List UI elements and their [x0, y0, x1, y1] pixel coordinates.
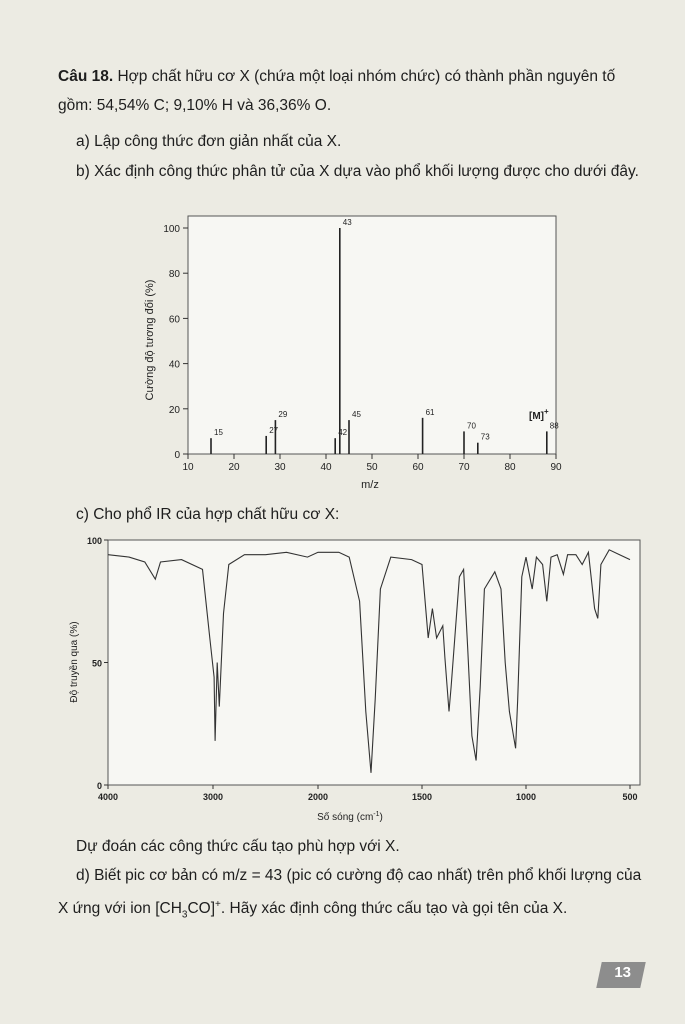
ir-x-axis-label: Số sóng $(cm^{-1})$: [317, 811, 383, 823]
part-d-text: d) Biết pic cơ bản có m/z = 43 (pic có cường độ cao nhất) trên phổ khối lượng của X ứng với ion $[CH_3CO]^+$. Hãy xác định công thức cấu tạo và gọi tên của X.: [58, 867, 642, 921]
ms-y-tick-label: 0: [174, 450, 180, 461]
ir-x-tick-label: 3000: [202, 792, 224, 802]
ir-spectrum-chart: [60, 532, 650, 827]
part-a-text: a) Lập công thức đơn giản nhất của X.: [76, 133, 342, 150]
ms-peak-label: 61: [425, 407, 435, 417]
ms-x-tick-label: 60: [412, 462, 424, 473]
ms-y-tick-label: 100: [163, 224, 180, 235]
ms-peak-label: 42: [338, 428, 348, 438]
ms-y-tick-label: 20: [168, 404, 180, 416]
ir-x-tick-label: 500: [622, 792, 638, 802]
ms-x-tick-label: 30: [274, 462, 286, 473]
ms-x-tick-label: 10: [182, 462, 194, 473]
ms-x-tick-label: 90: [550, 462, 562, 473]
page-number: 13: [614, 964, 631, 981]
ms-x-tick-label: 70: [458, 462, 470, 473]
ir-y-tick-label: 0: [96, 781, 102, 791]
question-intro: [58, 62, 643, 120]
ms-y-tick-label: 60: [168, 314, 180, 326]
ms-peak-label: 45: [352, 410, 361, 420]
question-number: Câu 18.: [58, 68, 114, 85]
ms-plot-area: [188, 216, 556, 454]
part-c-text: c) Cho phổ IR của hợp chất hữu cơ X:: [76, 506, 340, 523]
ms-y-tick-label: 80: [168, 269, 180, 281]
ir-y-tick-label: 100: [86, 536, 102, 546]
ms-peak-label: 15: [214, 428, 223, 438]
molecular-ion-label: [M]+: [529, 407, 549, 422]
ms-peak-label: 73: [480, 432, 490, 442]
ms-y-axis-label: Cường độ tương đối (%): [144, 279, 156, 401]
ms-peak-label: 29: [278, 410, 288, 420]
ir-y-axis-label: Độ truyền qua (%): [69, 621, 80, 703]
ms-peak-label: 88: [549, 421, 559, 431]
ir-x-tick-label: 1000: [515, 792, 537, 802]
ms-x-tick-label: 20: [228, 462, 240, 473]
ms-y-tick-label: 40: [168, 359, 180, 371]
ms-x-tick-label: 40: [320, 462, 332, 473]
ir-plot-area: [108, 540, 640, 785]
ms-x-axis-label: m/z: [361, 479, 379, 491]
ir-x-tick-label: 1500: [411, 792, 433, 802]
ms-x-tick-label: 80: [504, 462, 516, 473]
part-c-followup-text: Dự đoán các công thức cấu tạo phù hợp với X.: [76, 838, 400, 855]
ir-x-tick-label: 4000: [97, 792, 119, 802]
question-intro-text: Hợp chất hữu cơ X (chứa một loại nhóm chức) có thành phần nguyên tố gồm: 54,54% C; 9,10% H và 36,36% O.: [58, 68, 616, 114]
ms-peak-label: 70: [467, 421, 476, 431]
part-b-text: b) Xác định công thức phân tử của X dựa vào phổ khối lượng được cho dưới đây.: [76, 163, 639, 180]
ms-peak-label: 43: [342, 218, 352, 227]
ms-x-tick-label: 50: [366, 462, 378, 473]
ms-peak-label: 27: [269, 425, 279, 435]
mass-spectrum-chart: [128, 214, 578, 496]
ir-x-tick-label: 2000: [307, 792, 329, 802]
ir-y-tick-label: 50: [91, 658, 102, 669]
